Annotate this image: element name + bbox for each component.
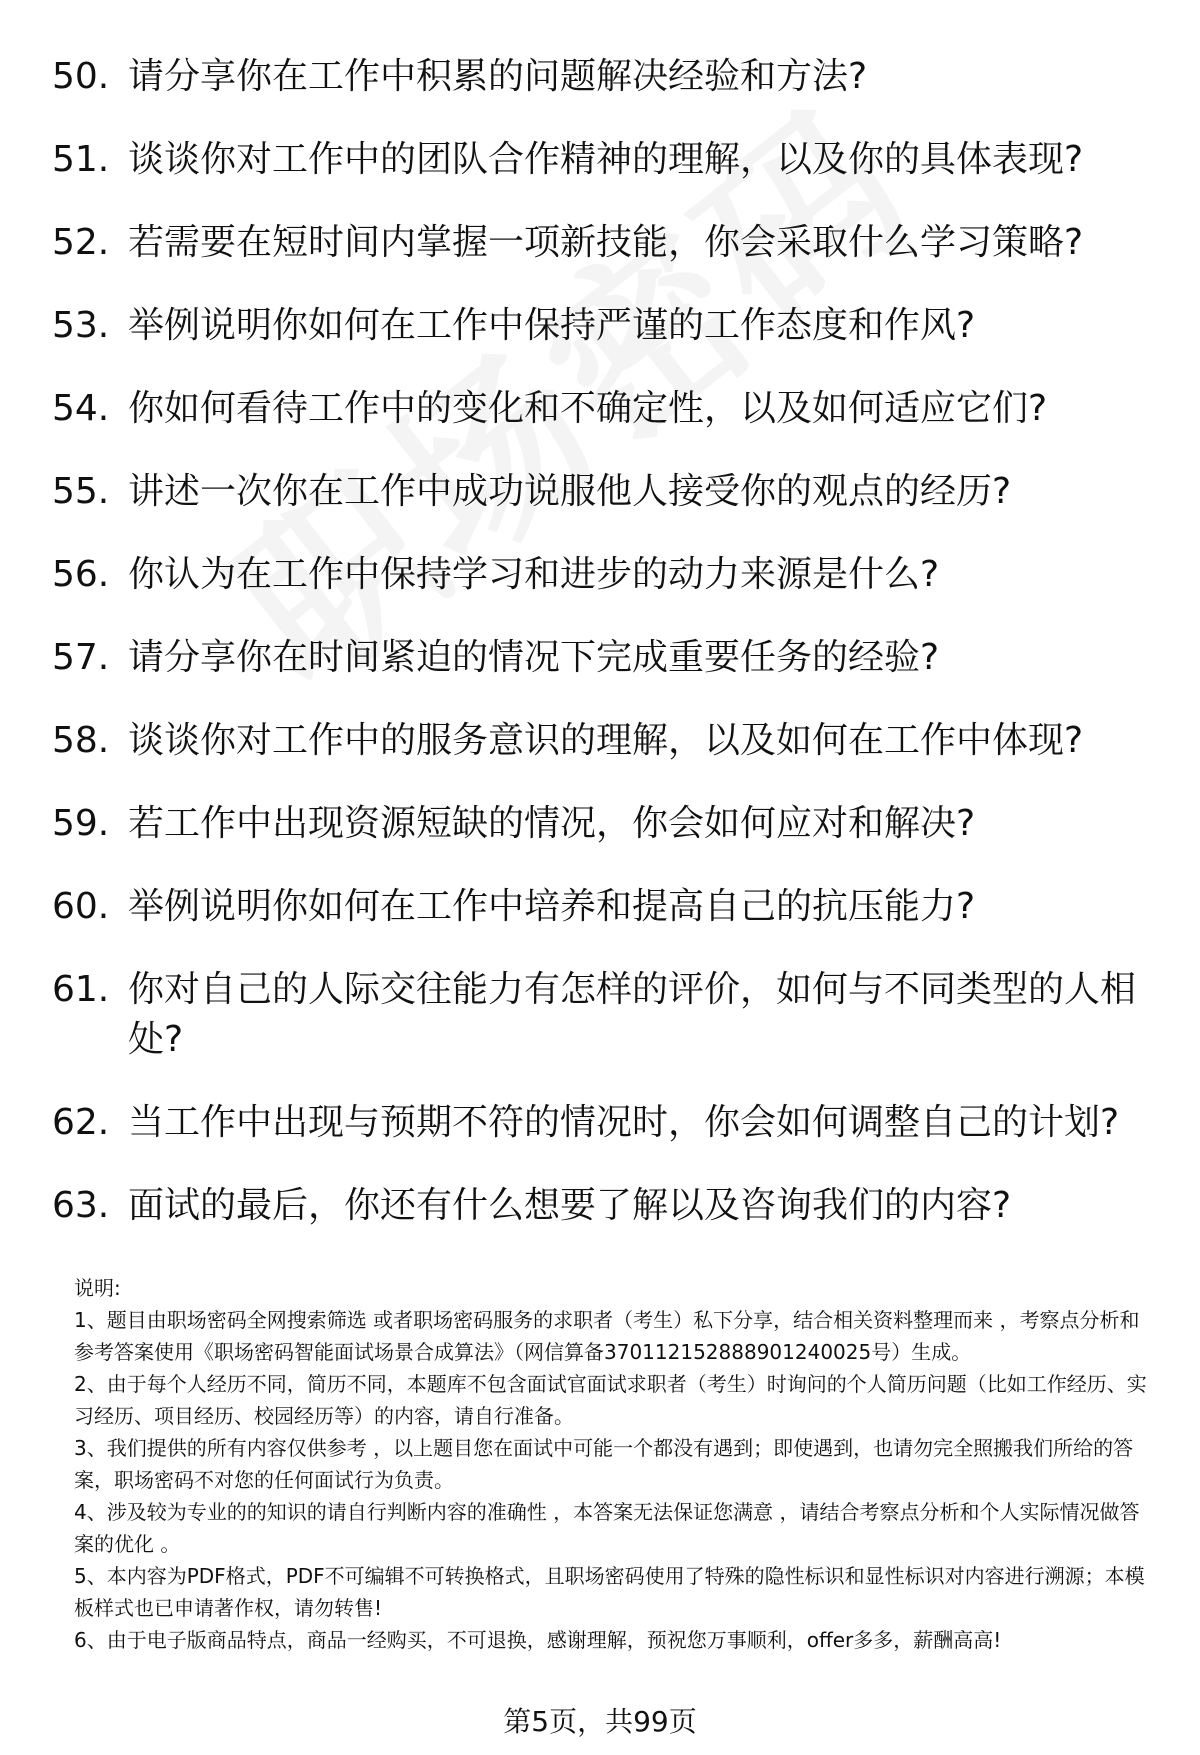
question-text: 请分享你在时间紧迫的情况下完成重要任务的经验? bbox=[128, 637, 940, 678]
question-number: 56. bbox=[52, 554, 110, 595]
question-text: 谈谈你对工作中的服务意识的理解，以及如何在工作中体现? bbox=[128, 720, 1084, 761]
question-number: 59. bbox=[52, 803, 110, 844]
question-number: 58. bbox=[52, 720, 110, 761]
note-item: 2、由于每个人经历不同，简历不同，本题库不包含面试官面试求职者（考生）时询问的个人简历问题（比如工作经历、实习经历、项目经历、校园经历等）的内容，请自行准备。 bbox=[74, 1372, 1147, 1428]
question-item bbox=[0, 882, 1200, 932]
page-footer bbox=[0, 1704, 1200, 1740]
question-number: 60. bbox=[52, 886, 110, 927]
question-item bbox=[0, 301, 1200, 351]
question-item bbox=[0, 965, 1200, 1065]
question-item bbox=[0, 52, 1200, 102]
question-item bbox=[0, 218, 1200, 268]
page-number: 第5页，共99页 bbox=[503, 1705, 697, 1738]
question-text: 若需要在短时间内掌握一项新技能，你会采取什么学习策略? bbox=[128, 222, 1084, 263]
question-text: 你认为在工作中保持学习和进步的动力来源是什么? bbox=[128, 554, 940, 595]
question-number: 61. bbox=[52, 969, 110, 1010]
notes-heading: 说明: bbox=[74, 1276, 121, 1300]
note-item: 6、由于电子版商品特点，商品一经购买，不可退换，感谢理解，预祝您万事顺利，offer多多，薪酬高高! bbox=[74, 1628, 1002, 1652]
question-item bbox=[0, 467, 1200, 517]
question-number: 55. bbox=[52, 471, 110, 512]
question-number: 54. bbox=[52, 388, 110, 429]
question-text: 若工作中出现资源短缺的情况，你会如何应对和解决? bbox=[128, 803, 976, 844]
question-text: 你对自己的人际交往能力有怎样的评价，如何与不同类型的人相处? bbox=[128, 969, 1137, 1060]
question-item bbox=[0, 384, 1200, 434]
question-item bbox=[0, 1098, 1200, 1148]
question-text: 谈谈你对工作中的团队合作精神的理解，以及你的具体表现? bbox=[128, 139, 1084, 180]
question-number: 57. bbox=[52, 637, 110, 678]
question-number: 53. bbox=[52, 305, 110, 346]
question-text: 举例说明你如何在工作中保持严谨的工作态度和作风? bbox=[128, 305, 976, 346]
question-item bbox=[0, 799, 1200, 849]
question-list bbox=[0, 52, 1200, 1264]
question-text: 你如何看待工作中的变化和不确定性，以及如何适应它们? bbox=[128, 388, 1048, 429]
question-number: 50. bbox=[52, 56, 110, 97]
question-text: 请分享你在工作中积累的问题解决经验和方法? bbox=[128, 56, 868, 97]
note-item: 4、涉及较为专业的的知识的请自行判断内容的准确性 ，本答案无法保证您满意 ，请结合考察点分析和个人实际情况做答案的优化 。 bbox=[74, 1500, 1140, 1556]
question-number: 62. bbox=[52, 1102, 110, 1143]
question-item bbox=[0, 1181, 1200, 1231]
notes-section bbox=[74, 1272, 1154, 1656]
question-number: 51. bbox=[52, 139, 110, 180]
note-item: 5、本内容为PDF格式，PDF不可编辑不可转换格式，且职场密码使用了特殊的隐性标识和显性标识对内容进行溯源；本模板样式也已申请著作权，请勿转售! bbox=[74, 1564, 1145, 1620]
note-item: 3、我们提供的所有内容仅供参考 ，以上题目您在面试中可能一个都没有遇到；即使遇到，也请勿完全照搬我们所给的答案，职场密码不对您的任何面试行为负责。 bbox=[74, 1436, 1134, 1492]
question-number: 52. bbox=[52, 222, 110, 263]
note-item: 1、题目由职场密码全网搜索筛选 或者职场密码服务的求职者（考生）私下分享，结合相关资料整理而来 ，考察点分析和参考答案使用《职场密码智能面试场景合成算法》（网信算备370112152888901240025号）生成。 bbox=[74, 1308, 1140, 1364]
question-text: 当工作中出现与预期不符的情况时，你会如何调整自己的计划? bbox=[128, 1102, 1120, 1143]
question-text: 讲述一次你在工作中成功说服他人接受你的观点的经历? bbox=[128, 471, 1012, 512]
question-number: 63. bbox=[52, 1185, 110, 1226]
question-text: 面试的最后，你还有什么想要了解以及咨询我们的内容? bbox=[128, 1185, 1012, 1226]
question-item bbox=[0, 716, 1200, 766]
question-text: 举例说明你如何在工作中培养和提高自己的抗压能力? bbox=[128, 886, 976, 927]
question-item bbox=[0, 135, 1200, 185]
question-item bbox=[0, 633, 1200, 683]
question-item bbox=[0, 550, 1200, 600]
